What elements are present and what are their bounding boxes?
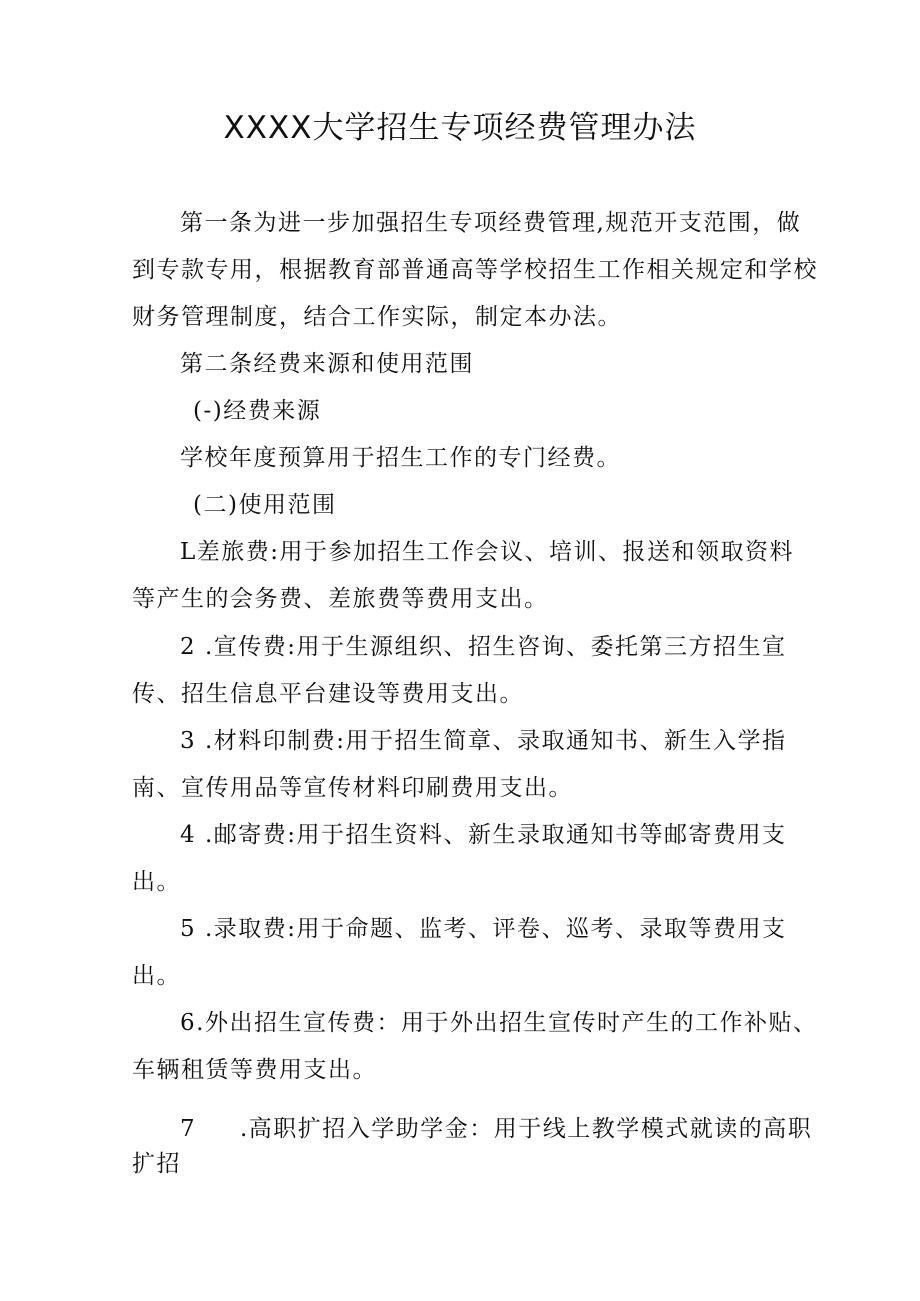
section-heading: 第二条经费来源和使用范围 (180, 351, 474, 377)
list-item-line (180, 1112, 812, 1146)
list-item-line: 车辆租赁等费用支出。 (132, 1057, 377, 1083)
list-item-line: 4 .邮寄费:用于招生资料、新生录取通知书等邮寄费用支 (180, 822, 787, 848)
list-item-line: 3 .材料印制费:用于招生简章、录取通知书、新生入学指 (180, 728, 787, 754)
document-title: XXXX大学招生专项经费管理办法 (223, 110, 697, 146)
paragraph-line: 第一条为进一步加强招生专项经费管理,规范开支范围，做 (180, 210, 802, 236)
list-item-line: 出。 (132, 869, 181, 895)
list-item-line: 南、宣传用品等宣传材料印刷费用支出。 (132, 775, 573, 801)
list-item-line: 2 .宣传费:用于生源组织、招生咨询、委托第三方招生宣 (180, 634, 787, 660)
list-item-line: 扩招 (132, 1151, 181, 1177)
list-item-line: 5 .录取费:用于命题、监考、评卷、巡考、录取等费用支 (180, 916, 787, 942)
paragraph-line: 财务管理制度，结合工作实际，制定本办法。 (132, 304, 622, 330)
list-item-line: 出。 (132, 963, 181, 989)
subsection-heading: (二)使用范围 (193, 492, 337, 518)
list-item-line: 6.外出招生宣传费：用于外出招生宣传时产生的工作补贴、 (180, 1010, 818, 1036)
list-item-line: 等产生的会务费、差旅费等费用支出。 (132, 586, 549, 612)
list-item-number: 7 (180, 1116, 197, 1142)
paragraph-line: 到专款专用，根据教育部普通高等学校招生工作相关规定和学校 (132, 257, 818, 283)
list-item-line: L差旅费:用于参加招生工作会议、培训、报送和领取资料 (180, 539, 795, 565)
paragraph-line: 学校年度预算用于招生工作的专门经费。 (180, 445, 621, 471)
list-item-line: 传、招生信息平台建设等费用支出。 (132, 681, 524, 707)
list-item-text: .高职扩招入学助学金：用于线上教学模式就读的高职 (240, 1116, 813, 1142)
subsection-heading: (-)经费来源 (193, 398, 322, 424)
